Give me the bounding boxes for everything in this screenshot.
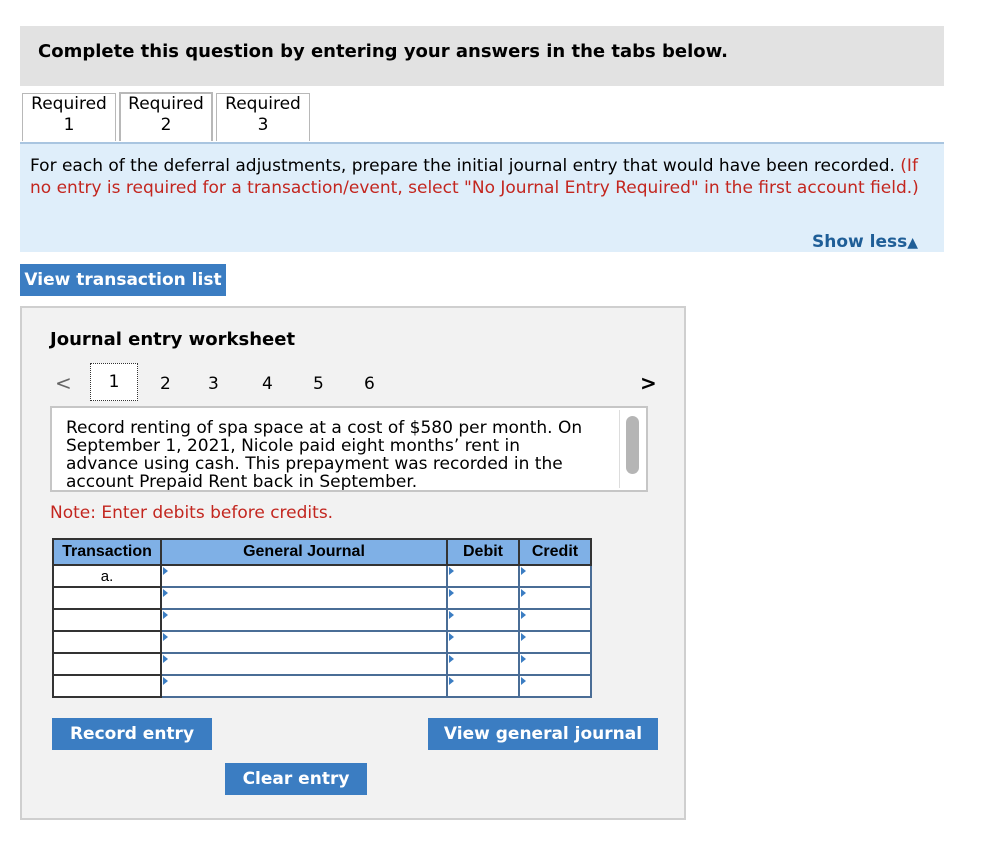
- header-debit: Debit: [447, 539, 519, 565]
- credit-input[interactable]: [519, 675, 591, 697]
- show-less-link[interactable]: [812, 232, 918, 252]
- transaction-cell: [53, 675, 161, 697]
- transaction-cell: [53, 587, 161, 609]
- instructions-main: For each of the deferral adjustments, prepare the initial journal entry that would have been recorded.: [30, 156, 895, 176]
- credit-input[interactable]: [519, 565, 591, 587]
- tab-number: 3: [257, 115, 269, 135]
- question-title: Complete this question by entering your answers in the tabs below.: [38, 41, 728, 62]
- tab-required-3[interactable]: [216, 93, 310, 141]
- credit-input[interactable]: [519, 653, 591, 675]
- debit-input[interactable]: [447, 631, 519, 653]
- transaction-cell: [53, 653, 161, 675]
- page-2[interactable]: 2: [160, 374, 171, 394]
- debit-credit-note: Note: Enter debits before credits.: [50, 503, 334, 523]
- tab-label: Required: [31, 94, 107, 114]
- journal-header-row: [53, 539, 591, 565]
- chevron-right-icon[interactable]: >: [640, 371, 657, 395]
- tab-label: Required: [225, 94, 301, 114]
- page-4[interactable]: 4: [262, 374, 273, 394]
- table-row: [53, 631, 591, 653]
- account-select[interactable]: [161, 675, 447, 697]
- view-transaction-list-button[interactable]: View transaction list: [20, 264, 226, 296]
- triangle-up-icon: ▲: [907, 235, 918, 251]
- table-row: [53, 565, 591, 587]
- description-scrollbar[interactable]: [619, 410, 644, 488]
- show-less-label: Show less: [811, 232, 908, 252]
- debit-input[interactable]: [447, 675, 519, 697]
- header-transaction: Transaction: [53, 539, 161, 565]
- transaction-description: Record renting of spa space at a cost of $580 per month. On September 1, 2021, Nicole paid eight months’ rent in advance using cash. This prepayment was recorded in the account Prepaid Rent back in September.: [66, 418, 583, 492]
- instructions-note: (If no entry is required for a transaction/event, select "No Journal Entry Required" in the first account field.): [30, 156, 919, 198]
- tab-number: 1: [63, 115, 75, 135]
- scrollbar-thumb[interactable]: [626, 416, 639, 474]
- journal-table: [52, 538, 592, 698]
- page-5[interactable]: 5: [313, 374, 324, 394]
- account-select[interactable]: [161, 565, 447, 587]
- credit-input[interactable]: [519, 609, 591, 631]
- table-row: [53, 675, 591, 697]
- clear-entry-button[interactable]: Clear entry: [225, 763, 367, 795]
- chevron-left-icon[interactable]: <: [55, 371, 72, 395]
- worksheet-title: Journal entry worksheet: [50, 329, 296, 350]
- instructions-panel: [20, 142, 944, 252]
- tab-required-2[interactable]: [119, 92, 213, 141]
- transaction-cell: [53, 631, 161, 653]
- record-entry-button[interactable]: Record entry: [52, 718, 212, 750]
- table-row: [53, 587, 591, 609]
- view-general-journal-button[interactable]: View general journal: [428, 718, 658, 750]
- page-1[interactable]: 1: [90, 363, 138, 401]
- account-select[interactable]: [161, 631, 447, 653]
- table-row: [53, 653, 591, 675]
- question-header: [20, 26, 944, 86]
- account-select[interactable]: [161, 587, 447, 609]
- header-general-journal: General Journal: [161, 539, 447, 565]
- debit-input[interactable]: [447, 609, 519, 631]
- table-row: [53, 609, 591, 631]
- journal-entry-worksheet: [20, 306, 686, 820]
- transaction-cell: [53, 609, 161, 631]
- debit-input[interactable]: [447, 565, 519, 587]
- tab-required-1[interactable]: [22, 93, 116, 141]
- credit-input[interactable]: [519, 631, 591, 653]
- debit-input[interactable]: [447, 653, 519, 675]
- header-credit: Credit: [519, 539, 591, 565]
- account-select[interactable]: [161, 653, 447, 675]
- instructions-text: [30, 155, 935, 199]
- page-6[interactable]: 6: [364, 374, 375, 394]
- tab-number: 2: [160, 115, 172, 135]
- transaction-description-box: [50, 406, 648, 492]
- transaction-cell: a.: [53, 565, 161, 587]
- debit-input[interactable]: [447, 587, 519, 609]
- page-3[interactable]: 3: [208, 374, 219, 394]
- tab-label: Required: [128, 94, 204, 114]
- credit-input[interactable]: [519, 587, 591, 609]
- account-select[interactable]: [161, 609, 447, 631]
